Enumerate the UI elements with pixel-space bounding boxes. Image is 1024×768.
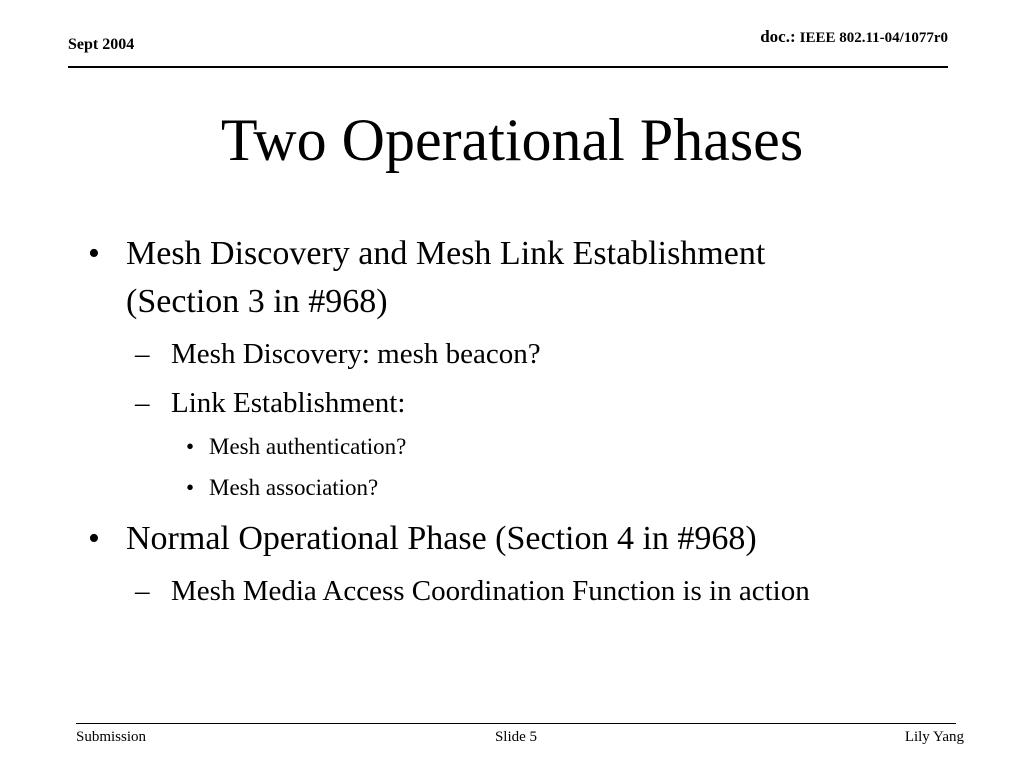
dash-marker: – [135, 387, 150, 419]
bullet-text: Link Establishment: [171, 387, 406, 419]
bullet-marker: • [186, 434, 195, 459]
dash-marker: – [135, 575, 150, 607]
footer-divider [76, 723, 956, 724]
bullet-text: Mesh authentication? [209, 434, 407, 459]
footer-submission: Submission [76, 729, 147, 745]
doc-id: IEEE 802.11-04/1077r0 [799, 30, 948, 46]
header-doc-reference [760, 27, 948, 47]
bullet-marker: • [186, 475, 195, 500]
footer-author: Lily Yang [904, 729, 964, 745]
bullet-text: Mesh Media Access Coordination Function is in action [171, 575, 810, 607]
bullet-text: Mesh Discovery: mesh beacon? [171, 338, 541, 370]
header-date: Sept 2004 [68, 36, 135, 53]
footer-slide-number: Slide 5 [494, 729, 538, 745]
bullet-marker: • [88, 235, 100, 272]
bullet-text: Mesh association? [209, 475, 379, 500]
bullet-text: Normal Operational Phase (Section 4 in #968) [126, 520, 757, 557]
dash-marker: – [135, 338, 150, 370]
slide-title: Two Operational Phases [220, 107, 804, 173]
bullet-text: Mesh Discovery and Mesh Link Establishment [126, 235, 766, 272]
bullet-marker: • [88, 520, 100, 557]
doc-prefix: doc.: [760, 27, 796, 46]
bullet-text: (Section 3 in #968) [126, 283, 388, 320]
header-divider [68, 66, 948, 68]
